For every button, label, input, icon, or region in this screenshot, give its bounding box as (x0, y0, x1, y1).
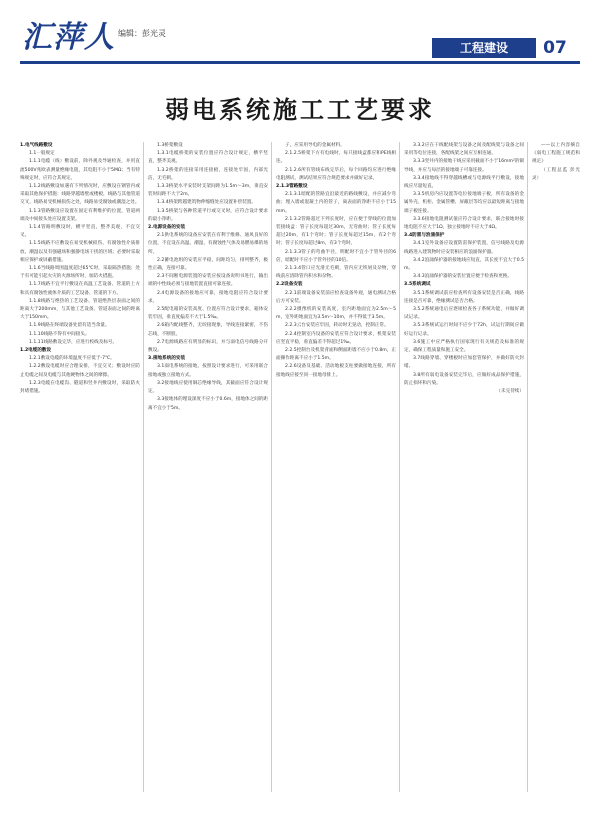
body-paragraph: 1.1.6当线路周围温度超过65℃时，采取隔热措施；处于有可能引起火灾的火源场所时，加防火措施。 (20, 266, 140, 280)
body-paragraph: 1.1.8线路与绝热的工艺设备、管道绝热层表面之间的距离大于200mm，与其他工艺设备、管道表面之间的距离大于150mm。 (20, 298, 140, 321)
body-paragraph: 2.6箱内配线整齐，无绞接现象，导线连接紧密，不伤芯线，不断股。 (148, 323, 268, 337)
body-paragraph: 3.3.6接地电阻测试值应符合设计要求，联合接地时接地电阻不应大于1Ω，独立接地时不应大于4Ω。 (404, 216, 524, 231)
body-paragraph: 1.1.4管路明敷设时，横平竖直，整齐美观，不宜交叉。 (20, 225, 140, 239)
body-paragraph: 3.3接地体的埋设深度不应小于0.6m，接地体之间的距离不宜小于5m。 (148, 397, 268, 411)
body-paragraph: 1.1.2线路敷设如遇有下列情况时，应敷设在钢管内或采取其他保护措施：线路穿越墙壁或楼板，线路与其他管道交叉，线路易受机械损伤之处，线路易受腐蚀或潮湿之处。 (20, 184, 140, 206)
body-paragraph: 1.3.3桥架水平安装时支架间距为1.5m～3m，垂直安装时间距不大于2m。 (148, 184, 268, 198)
body-paragraph: 2.2.2摄像机的安装高度，室内距地面宜为2.5m～5m，室外距地面宜为3.5m～10m，并不得低于3.5m。 (276, 307, 396, 321)
body-paragraph: 2.1.3.3管子的弯曲半径，明配时不宜小于管外径的6倍，暗配时不应小于管外径的10倍。 (276, 249, 396, 263)
body-paragraph: 2.2蓄电池组的安装应平稳，间距均匀，排列整齐，极性正确，连接可靠。 (148, 257, 268, 272)
body-paragraph: （未完待续） (496, 389, 524, 395)
body-paragraph: 2.2.6设备及基础、活动地板支柱要做接地连接，所有接地线应接至同一接地母排上。 (276, 364, 396, 378)
body-paragraph: 3.3.2应在干线配线架与设备之间及配线架与设备之间采用等电位连接，各配线架之间应互相连通。 (404, 143, 524, 157)
body-paragraph: （工程总监 彭光灵） (532, 167, 580, 181)
column-divider (399, 142, 400, 792)
column-divider (527, 142, 528, 792)
body-paragraph: 2.4电源设备的接地应可靠，接地电阻应符合设计要求。 (148, 290, 268, 304)
body-paragraph: 2.1供电系统的设备应安装在有利于维修、通风良好的位置，不宜设在高温、潮湿、有腐蚀性气体及易燃易爆的场所。 (148, 233, 268, 255)
section-heading: 2.1.3管路敷设 (276, 184, 308, 190)
article-title: 弱电系统施工工艺要求 (165, 95, 435, 124)
body-paragraph: 3.3.3竖井内的接地干线应采用截面不小于16mm²的铜导线，并应与每层的接地端子可靠连接。 (404, 159, 524, 173)
body-paragraph: 2.1.3.1暗配的管路宜沿最近的路线敷设，并应减少弯曲；埋入墙或混凝土内的管子，离表面的净距不应小于15mm。 (276, 192, 396, 214)
body-paragraph: 1.1.5线路不应敷设在易受机械损伤、有腐蚀性介质排放、潮湿以及有强磁场和强静电场干扰的区域；必要时采取相应保护或屏蔽措施。 (20, 241, 140, 263)
body-paragraph: 1.3.4桥架跨越建筑物伸缩缝处应设置补偿装置。 (157, 200, 256, 206)
body-paragraph: 1.3.1电缆桥架的安装位置应符合设计规定，横平竖直，整齐美观。 (148, 151, 268, 165)
header-rule (20, 61, 580, 64)
page-header (0, 0, 600, 72)
section-heading: 2.2设备安装 (276, 282, 303, 288)
body-paragraph: 1.2.1敷设电缆的环境温度不应低于-7℃。 (29, 356, 115, 362)
body-paragraph: 3.1弱电系统的接地，按照设计要求进行，可采用联合接地或独立接地方式。 (148, 364, 268, 378)
article-column-3 (276, 142, 396, 802)
body-paragraph: 2.2.3云台安装应牢固，转动时无晃动，控制正常。 (285, 323, 389, 329)
body-paragraph: 2.7电源线路应有明显的标识，并与弱电信号线路分开敷设。 (148, 339, 268, 354)
page-number: 07 (543, 38, 567, 58)
body-paragraph: 3.5.2系统通电后应逐项检查各子系统功能，并做好调试记录。 (404, 307, 524, 321)
article-column-4 (404, 142, 524, 802)
body-paragraph: 3.7线路穿墙、穿楼板时应加套管保护，并做好防火封堵。 (404, 356, 524, 370)
body-paragraph: 1.2.3电缆在电缆沟、隧道和竖井内敷设时，采取防火封堵措施。 (20, 380, 140, 395)
body-paragraph: 2.2.4控制室内设备的安装应符合设计要求，机架安装应竖直平稳，垂直偏差不得超过1‰。 (276, 331, 396, 345)
body-paragraph: 3.5.3系统试运行时间不应少于72h，试运行期间应做好运行记录。 (404, 323, 524, 337)
body-paragraph: 1.1.3管路敷设应设置在固定有利维护的位置，管道两端及中间接头处应设置支架。 (20, 208, 140, 222)
body-paragraph: 3.4.2浪涌保护器的接地线应短直，其长度不宜大于0.5m。 (404, 257, 524, 272)
body-paragraph: 2.1.3.4管口应光滑无毛刺，管内应无铁屑及杂物，穿线前应清除管内积水和杂物。 (276, 266, 396, 280)
editor-credit: 编辑：彭光灵 (118, 29, 166, 38)
section-heading: 1.2电缆的敷设 (20, 348, 52, 354)
body-paragraph: 3.8所有弱电设备安装完毕后，应做好成品保护措施，防止损坏和污染。 (404, 372, 524, 386)
body-paragraph: 3.5.1系统调试前应检查所有设备安装是否正确，线路连接是否可靠，绝缘测试是否合格。 (404, 290, 524, 304)
body-paragraph: 3.3.5机房内应设置等电位接地端子板，所有设备的金属外壳、机柜、金属管槽、屏蔽层等均应以最短距离与接地端子板连接。 (404, 192, 524, 214)
section-label: 工程建设 (432, 38, 536, 58)
body-paragraph: 3.3.4接地线不得穿越线槽或与电源线平行敷设，接地线应尽量短直。 (404, 175, 524, 190)
column-divider (143, 142, 144, 792)
body-paragraph: 1.1.9线路在终端设备处留有适当余量。 (29, 323, 110, 329)
body-paragraph: ——以上内容摘自《弱电工程施工规范和规定》 (532, 143, 580, 165)
body-paragraph: 3.4.3浪涌保护器的安装位置应便于检查和更换。 (413, 274, 512, 280)
section-heading: 3.接地系统的安装 (148, 356, 186, 362)
section-heading: 1.电气线路敷设 (20, 143, 53, 148)
body-paragraph: 3.6施工中应严格执行国家现行有关规范及标准的规定，确保工程质量和施工安全。 (404, 339, 524, 354)
body-paragraph: 1.1.11线路敷设完毕，应进行校线及标号。 (29, 339, 118, 345)
body-paragraph: 子，应采用导电的金属材料。 (285, 143, 345, 148)
body-paragraph: 1.2.2敷设电缆时应合理安排，不宜交叉；敷设时应防止电缆之间及电缆与其他硬物体之间的摩擦。 (20, 364, 140, 378)
body-paragraph: 1.1.10线路不得有中间接头。 (29, 331, 90, 337)
article-column-1 (20, 142, 140, 802)
body-paragraph: 1.1.7线路不宜平行敷设在高温工艺设备、管道的上方和具有腐蚀性液体介质的工艺设备、管道的下方。 (20, 282, 140, 296)
body-paragraph: 2.1.2.5桥架下方有电线时，每只接线盒都应和PE线相连。 (276, 151, 396, 165)
column-divider (271, 142, 272, 792)
body-paragraph: 1.1一般规定 (29, 151, 55, 157)
body-paragraph: 2.3不间断电源装置的安装应按设备说明书进行，输出端的中性线必须与接地装置直接可靠连接。 (148, 274, 268, 288)
body-paragraph: 2.2.1前端设备安装前应检查设备外观，通电测试合格后方可安装。 (276, 290, 396, 304)
body-paragraph: 3.2接地线应使用铜芯绝缘导线，其截面应符合设计规定。 (148, 380, 268, 395)
body-paragraph: 3.4.1室外设备应设置防雷保护装置，信号线路及电源线路进入建筑物时应安装相应的浪涌保护器。 (404, 241, 524, 255)
body-paragraph: 1.1.1电缆（线）敷设前，除外观及导通检查，并用直流500V兆欧表测量绝缘电阻，其电阻不小于5MΩ；当有特殊规定时，应符合其规定。 (20, 159, 140, 181)
section-heading: 2.电源设备的安装 (148, 225, 186, 231)
article-column-5 (532, 142, 580, 802)
article-column-2 (148, 142, 268, 802)
section-heading: 3.4防雷与浪涌保护 (404, 233, 445, 239)
body-paragraph: 2.1.3.2管路超过下列长度时，应在便于穿线的位置加装接线盒：管子长度每超过30m，无弯曲时；管子长度每超过20m，有1个弯时；管子长度每超过15m，有2个弯时；管子长度每超过8m，有3个弯时。 (276, 216, 396, 247)
body-paragraph: 1.3.2桥架的连接采用连接板，连接处牢固，内部光洁，无毛刺。 (148, 167, 268, 181)
body-paragraph: 2.1.2.6所有管线布线完毕后，每个回路均应进行绝缘电阻测试，测试结果应符合规范要求并做好记录。 (276, 167, 396, 181)
body-paragraph: 2.5配电箱的安装高度、位置应符合设计要求，箱体安装牢固，垂直度偏差不大于1.5‰。 (148, 307, 268, 321)
body-paragraph: 2.2.5控制台及机架背面和侧面距墙不应小于0.8m，正面操作距离不应小于1.5m。 (276, 348, 396, 362)
section-heading: 3.5系统调试 (404, 282, 431, 288)
newspaper-logo: 汇萍人 (22, 20, 115, 55)
body-paragraph: 1.3桥架敷设 (157, 143, 183, 148)
body-paragraph: 1.3.5桥架与各种管道平行或交叉时，应符合设计要求的最小净距。 (148, 208, 268, 222)
